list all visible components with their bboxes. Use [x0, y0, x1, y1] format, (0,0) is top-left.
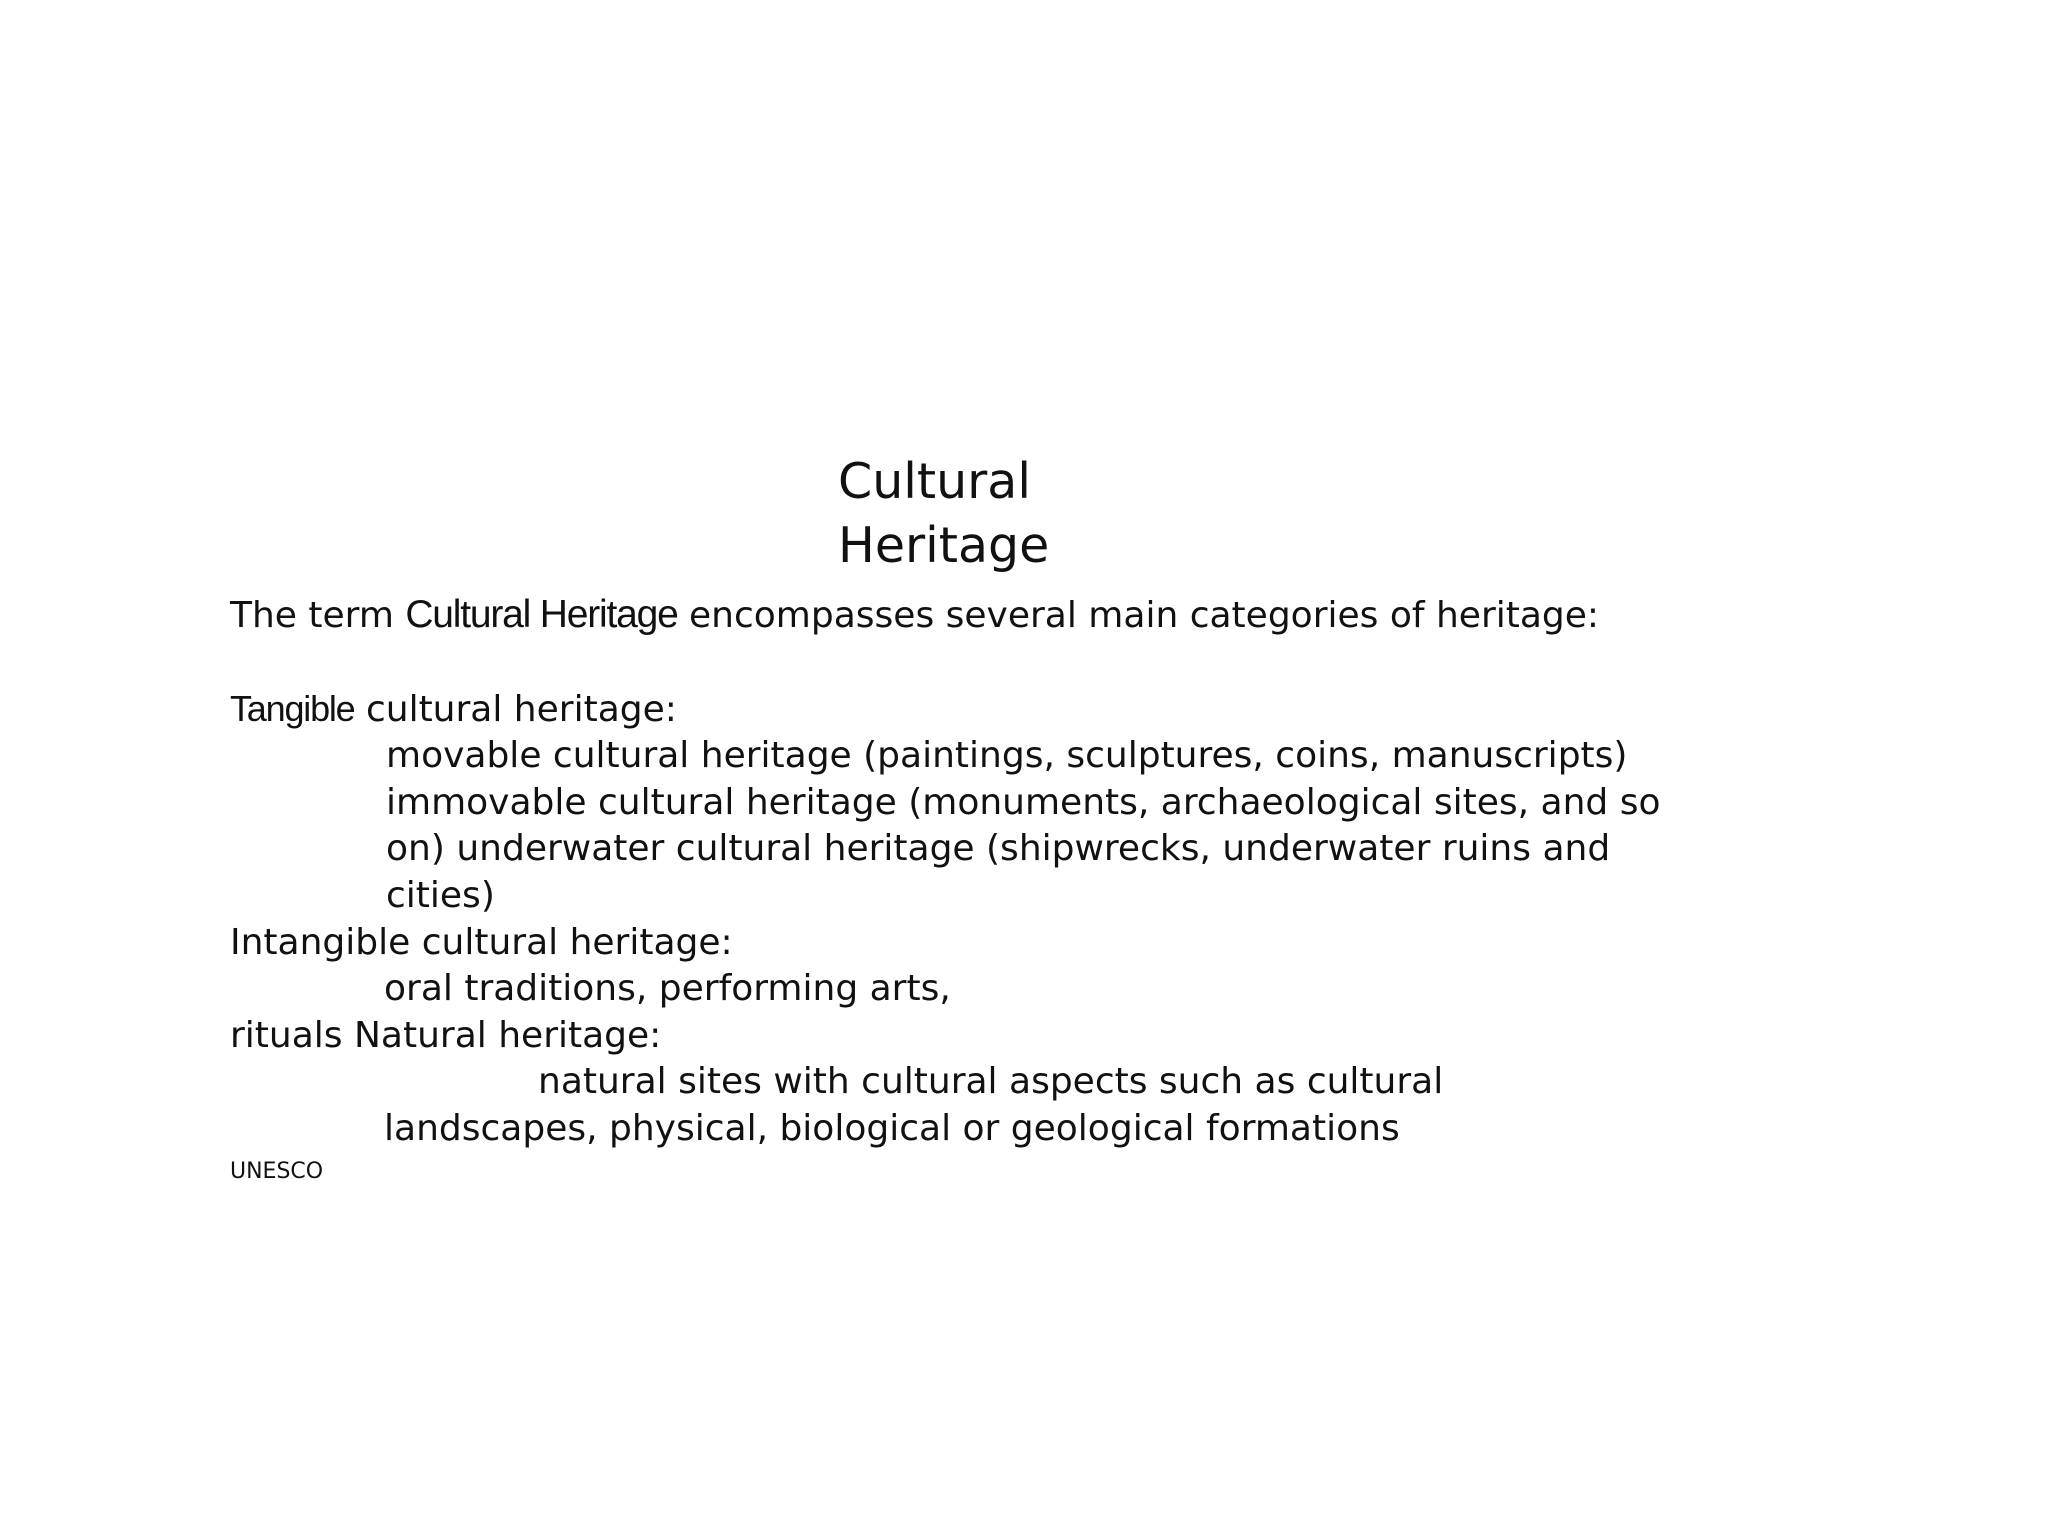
- slide-title: [838, 450, 1049, 578]
- tangible-label-word: Tangible: [230, 688, 355, 729]
- intro-sentence: [230, 592, 1599, 639]
- title-line-2: Heritage: [838, 517, 1050, 574]
- natural-line-1: natural sites with cultural aspects such as cultural: [538, 1061, 1444, 1102]
- tangible-line-1: movable cultural heritage (paintings, sculptures, coins, manuscripts): [386, 735, 1628, 776]
- tangible-heading: [230, 686, 677, 733]
- intro-suffix: encompasses several main categories of heritage:: [677, 595, 1600, 636]
- tangible-line-4: cities): [386, 875, 495, 916]
- tangible-line-3: on) underwater cultural heritage (shipwrecks, underwater ruins and: [386, 828, 1611, 869]
- natural-line-2: landscapes, physical, biological or geological formations: [384, 1108, 1400, 1149]
- natural-heading: rituals Natural heritage:: [230, 1015, 662, 1056]
- intangible-line: oral traditions, performing arts,: [384, 968, 951, 1009]
- tangible-line-2: immovable cultural heritage (monuments, archaeological sites, and so: [386, 782, 1661, 823]
- source-credit: UNESCO: [230, 1159, 324, 1184]
- title-line-1: Cultural: [838, 453, 1031, 510]
- tangible-label-rest: cultural heritage:: [354, 689, 677, 730]
- intangible-heading: Intangible cultural heritage:: [230, 922, 733, 963]
- intro-prefix: The term: [230, 595, 406, 636]
- intro-term: Cultural Heritage: [405, 593, 678, 636]
